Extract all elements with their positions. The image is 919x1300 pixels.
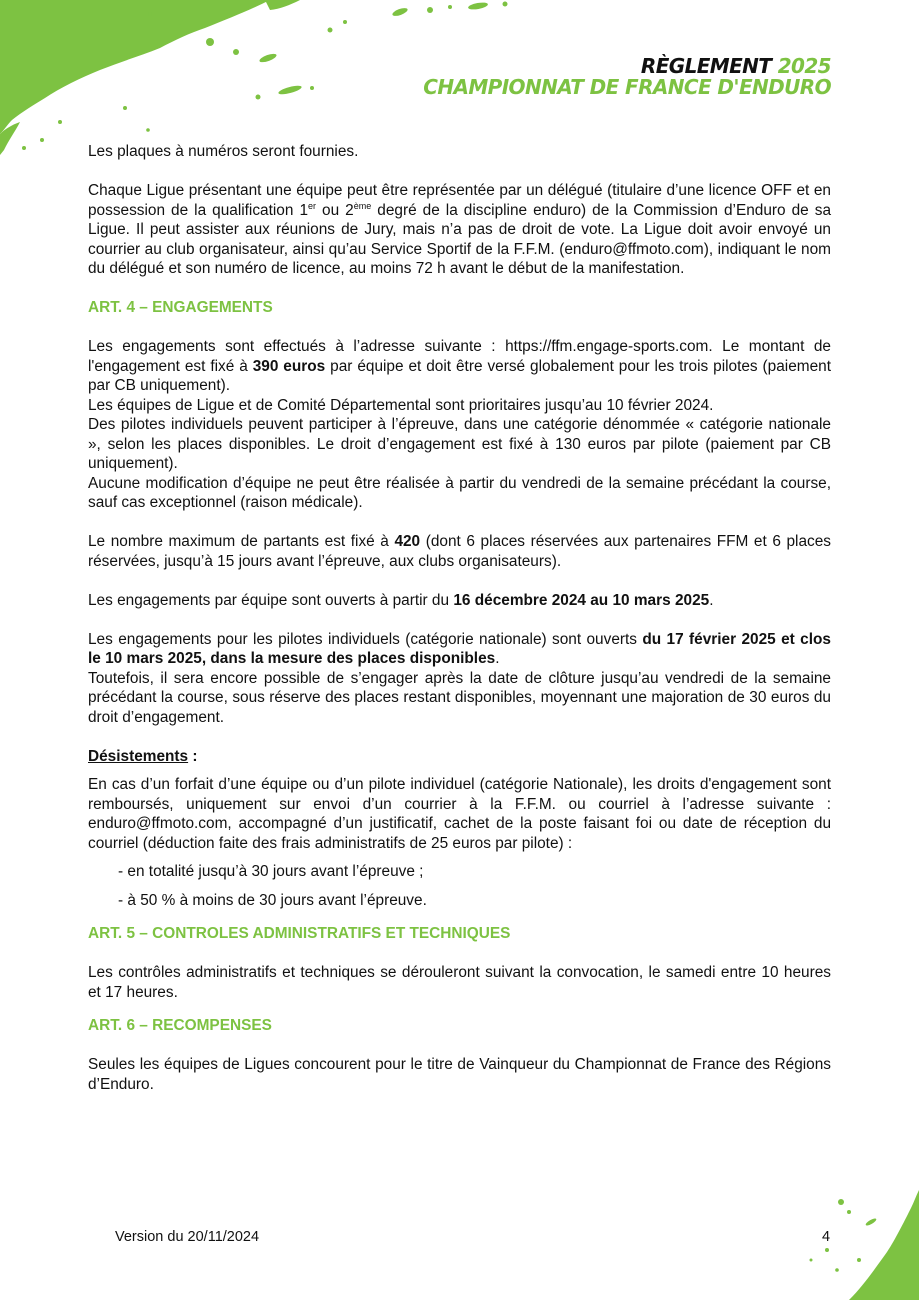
desist-list-item: - en totalité jusqu’à 30 jours avant l’épreuve ; xyxy=(118,863,424,880)
paragraph-controles: Les contrôles administratifs et techniques se dérouleront suivant la convocation, le samedi entre 10 heures et 17 heures. xyxy=(88,964,831,1001)
partants-number: 420 xyxy=(394,533,421,550)
paragraph-engagements-equipe xyxy=(88,591,831,611)
heading-desistements xyxy=(88,747,831,767)
engagements-text-b: par équipe et doit être versé globalement pour les trois pilotes (paiement par CB uniquement). xyxy=(88,357,831,394)
header-reglement: RÈGLEMENT xyxy=(640,54,772,78)
delegue-text-b: ou 2 xyxy=(316,201,354,219)
desistements-colon: : xyxy=(188,747,198,765)
paragraph-engagements-individuels xyxy=(88,630,831,669)
heading-art6: ART. 6 – RECOMPENSES xyxy=(88,1017,272,1034)
paragraph-prioritaires: Les équipes de Ligue et de Comité Départemental sont prioritaires jusqu’au 10 février 2024. xyxy=(88,396,714,414)
header-title-line1 xyxy=(423,56,831,77)
green-splash-decoration-bottom xyxy=(779,1190,919,1300)
delegue-text-c: degré de la discipline enduro) de la Commission d’Enduro de sa Ligue. Il peut assister aux réunions de Jury, mais n’a pas de droit de vote. La Ligue doit avoir envoyé un courrier au club organisateur, ainsi qu’au Service Sportif de la F.F.M. (enduro@ffmoto.com), indiquant le nom du délégué et son numéro de licence, au moins 72 h avant le début de la manifestation. xyxy=(88,201,831,277)
header-championship: CHAMPIONNAT DE FRANCE D'ENDURO xyxy=(423,75,831,99)
paragraph-pilotes-individuels: Des pilotes individuels peuvent participer à l’épreuve, dans une catégorie dénommée « catégorie nationale », selon les places disponibles. Le droit d’engagement est fixé à 130 euros par pilote (paiement par CB uniquement). xyxy=(88,416,831,472)
partants-text-b: (dont 6 places réservées aux partenaires FFM et 6 places réservées, jusqu’à 15 jours avant l’épreuve, aux clubs organisateurs). xyxy=(88,533,831,570)
individuels-text-b: . xyxy=(495,650,500,667)
delegue-sup-1: er xyxy=(308,200,317,211)
paragraph-modification: Aucune modification d’équipe ne peut être réalisée à partir du vendredi de la semaine précédant la course, sauf cas exceptionnel (raison médicale). xyxy=(88,474,831,511)
header-year: 2025 xyxy=(777,54,831,78)
individuels-dates: du 17 février 2025 et clos le 10 mars 2025, dans la mesure des places disponibles xyxy=(88,630,831,667)
delegue-sup-2: ème xyxy=(353,200,372,211)
desistements-title: Désistements xyxy=(88,747,189,765)
equipe-text-b: . xyxy=(709,591,714,609)
engagements-amount: 390 euros xyxy=(252,357,326,375)
equipe-dates: 16 décembre 2024 au 10 mars 2025 xyxy=(453,591,710,609)
paragraph-engagements-adresse xyxy=(88,337,831,396)
paragraph-desistements: En cas d’un forfait d’une équipe ou d’un pilote individuel (catégorie Nationale), les droits d'engagement sont remboursés, uniquement sur envoi d’un courrier à la F.F.M. ou courriel à l’adresse suivante : enduro@ffmoto.com, accompagné d’un justificatif, cachet de la poste faisant foi ou date de réception du courriel (déduction faite des frais administratifs de 25 euros par pilote) : xyxy=(88,776,831,852)
paragraph-delegue xyxy=(88,181,831,279)
paragraph-toutefois: Toutefois, il sera encore possible de s’engager après la date de clôture jusqu’au vendredi de la semaine précédant la course, sous réserve des places restant disponibles, moyennant une majoration de 30 euros du droit d’engagement. xyxy=(88,669,831,726)
heading-art5: ART. 5 – CONTROLES ADMINISTRATIFS ET TECHNIQUES xyxy=(88,925,511,942)
paragraph-recompenses: Seules les équipes de Ligues concourent pour le titre de Vainqueur du Championnat de France des Régions d’Enduro. xyxy=(88,1056,831,1093)
footer-version: Version du 20/11/2024 xyxy=(115,1229,260,1245)
delegue-text-a: Chaque Ligue présentant une équipe peut être représentée par un délégué (titulaire d’une licence OFF et en possession de la qualification 1 xyxy=(88,182,831,219)
partants-text-a: Le nombre maximum de partants est fixé à xyxy=(88,533,395,550)
page-number: 4 xyxy=(822,1229,831,1245)
equipe-text-a: Les engagements par équipe sont ouverts à partir du xyxy=(88,591,454,609)
desist-list-item: - à 50 % à moins de 30 jours avant l’épreuve. xyxy=(118,891,427,909)
heading-art4: ART. 4 – ENGAGEMENTS xyxy=(88,299,273,316)
document-body xyxy=(88,142,831,1094)
individuels-text-a: Les engagements pour les pilotes individuels (catégorie nationale) sont ouverts xyxy=(88,630,643,648)
document-header-title xyxy=(423,56,831,98)
paragraph-nombre-partants xyxy=(88,532,831,571)
engagements-text-a: Les engagements sont effectués à l’adresse suivante : https://ffm.engage-sports.com. Le montant de l'engagement est fixé à xyxy=(88,338,831,375)
paragraph-plaques: Les plaques à numéros seront fournies. xyxy=(88,143,359,160)
